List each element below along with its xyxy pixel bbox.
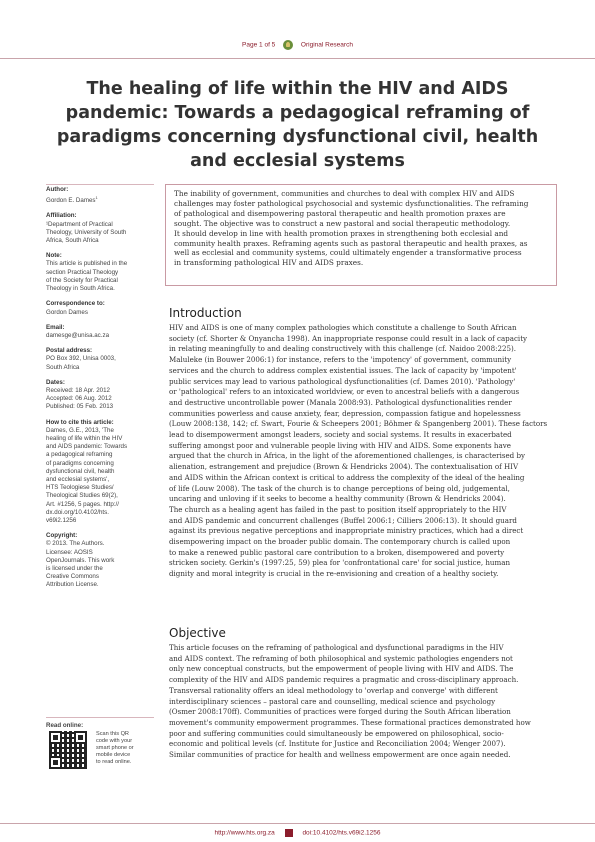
text-line: Theological Studies 69(2), — [46, 492, 118, 500]
text-line: healing of life within the HIV — [46, 434, 123, 442]
section-label: Original Research — [300, 41, 353, 49]
correspondence-label: Correspondence to: — [46, 300, 105, 308]
text-line: a pedagogical reframing — [46, 451, 113, 459]
text-line: dx.doi.org/10.4102/hts. — [46, 508, 109, 516]
text-line: Theology in South Africa. — [46, 285, 115, 293]
text-line: economic and political levels (cf. Institute for Justice and Reconciliation 2004; Wenger 2007). — [169, 739, 506, 749]
text-line: or 'pathological' refers to an intoxicated worldview, or even to ancestral beliefs with a dangerous — [169, 387, 520, 397]
text-line: code with your — [96, 738, 133, 744]
text-line: disempowering impact on the broader public domain. The contemporary church is called upon — [169, 537, 511, 547]
email-block — [46, 324, 146, 340]
text-line: Received: 18 Apr. 2012 — [46, 386, 110, 394]
text-line: dignity and moral integrity is crucial in the re-envisioning and creation of a healthy society. — [169, 569, 499, 579]
note-label: Note: — [46, 252, 62, 260]
article-info-sidebar — [46, 186, 146, 736]
dates-block — [46, 379, 146, 412]
text-line: of pathological and disempowering pastoral therapeutic and health promotion praxes are — [174, 208, 506, 218]
text-line: only new conceptual constructs, but the empowerment of people living with HIV and AIDS. The — [169, 664, 514, 674]
citation-label: How to cite this article: — [46, 418, 114, 426]
qr-code-icon[interactable] — [49, 731, 87, 769]
read-online-label: Read online: — [46, 722, 84, 729]
dates-label: Dates: — [46, 378, 65, 386]
doi-link[interactable]: doi:10.4102/hts.v69i2.1256 — [302, 829, 381, 837]
running-header — [0, 40, 595, 50]
text-line: (Osmer 2008:170ff). Communities of practices were forged during the South African liberation — [169, 707, 511, 717]
affiliation-lines — [46, 221, 146, 246]
sidebar-divider — [46, 184, 154, 185]
text-line: in relating meaningfully to and dealing constructively with this challenge (cf. Naidoo 2008:225). — [169, 344, 517, 354]
text-line: and AIDS pandemic: Towards — [46, 443, 128, 451]
text-line: lead to disempowerment amongst leaders, society and social systems. It results in exacerbated — [169, 430, 512, 440]
text-line: HIV and AIDS is one of many complex pathologies which constitute a challenge to South African — [169, 323, 517, 332]
dates-lines — [46, 387, 146, 412]
text-line: society (cf. Shorter & Onyancha 1998). An inappropriate response could result in a lack of capacity — [169, 333, 528, 343]
text-line: to make a renewed public pastoral care contribution to a broken, disempowered and poverty — [169, 547, 505, 557]
text-line: against its previous negative perceptions and inappropriate ministry practices, which had a direct — [169, 526, 524, 536]
copyright-label: Copyright: — [46, 532, 78, 540]
author-block — [46, 186, 146, 205]
text-line: of life (Louw 2008). The task of the church is to change perceptions of being old, judgemental, — [169, 483, 510, 493]
text-line: Maluleke (in Bouwer 2006:1) for instance, refers to the 'impotency' of government, community — [169, 355, 512, 365]
read-online-divider — [46, 717, 154, 718]
text-line: services and the church to address complex existential issues. The lack of capacity by 'impotent' — [169, 365, 517, 375]
text-line: Art. #1256, 5 pages. http:// — [46, 500, 119, 508]
text-line: OpenJournals. This work — [46, 556, 115, 564]
text-line: sought. The objective was to construct a new pastoral and social therapeutic methodology. — [174, 218, 511, 228]
text-line: HTS Teologiese Studies/ — [46, 484, 114, 492]
text-line: poor and suffering communities could simultaneously be empowered on philosophical, socio- — [169, 728, 504, 738]
journal-url-link[interactable]: http://www.hts.org.za — [214, 829, 275, 837]
email-label: Email: — [46, 323, 65, 331]
text-line: Accepted: 06 Aug. 2012 — [46, 395, 112, 403]
postal-label: Postal address: — [46, 347, 93, 355]
text-line: communities powerless and cause anxiety, fear, depression, compassion fatigue and hopelessness — [169, 408, 521, 418]
text-line: South Africa — [46, 363, 80, 371]
correspondence-block — [46, 300, 146, 316]
objective-heading: Objective — [169, 626, 226, 640]
text-line: This article is published in the — [46, 260, 128, 268]
postal-block — [46, 347, 146, 372]
text-line: interdisciplinary sciences – pastoral care and counselling, medical science and psychology — [169, 696, 496, 706]
text-line: Similar communities of practice for health and wellness empowerment are once again needed. — [169, 750, 511, 760]
text-line: ¹Department of Practical — [46, 220, 113, 228]
affiliation-label: Affiliation: — [46, 212, 77, 220]
text-line: movement's community empowerment programmes. These formational practices demonstrated how — [169, 717, 531, 727]
text-line: It should develop in line with health promotion praxes in strengthening both ecclesial and — [174, 228, 509, 238]
text-line: suffering amongst poor and vulnerable people living with HIV and AIDS. Some exponents have — [169, 440, 511, 450]
author-name: Gordon E. Dames — [46, 197, 96, 205]
text-line: dysfunctional civil, health — [46, 467, 115, 475]
author-superscript: 1 — [95, 195, 98, 201]
footer — [0, 829, 595, 837]
text-line: community health praxes. Reframing agents such as pastoral therapeutic and health praxes, as — [174, 238, 528, 248]
text-line: challenges may foster pathological psychosocial and systemic dysfunctionalities. The reframing — [174, 198, 529, 208]
text-line: public services may lead to various pathological dysfunctionalities (cf. Dames 2010). 'Pathology' — [169, 376, 516, 386]
footer-divider — [0, 823, 595, 824]
text-line: and destructive uncontrollable power (Manala 2008:93). Pathological dysfunctionalities render — [169, 397, 512, 407]
text-line: well as ecclesial and community systems, could ultimately engender a transformative process — [174, 248, 522, 258]
text-line: Dames, G.E., 2013, 'The — [46, 426, 114, 434]
abstract-lines — [174, 189, 548, 268]
journal-logo-icon — [283, 40, 293, 50]
text-line: PO Box 392, Unisa 0003, — [46, 355, 116, 363]
qr-instructions — [96, 731, 146, 766]
text-line: The church as a healing agent has failed in the past to position itself appropriately to the HIV — [169, 504, 507, 514]
text-line: stricken society. Gerkin's (1997:25, 59) plea for 'confrontational care' for social justice, human — [169, 558, 511, 568]
introduction-body — [169, 323, 556, 580]
text-line: This article focuses on the reframing of pathological and dysfunctional paradigms in the HIV — [169, 643, 504, 652]
text-line: v69i2.1256 — [46, 516, 77, 524]
note-block — [46, 252, 146, 293]
text-line: Transversal rationality offers an ideal methodology to 'overlap and converge' with different — [169, 685, 498, 695]
text-line: Theology, University of South — [46, 228, 127, 236]
text-line: Attribution License. — [46, 581, 99, 589]
text-line: of paradigms concerning — [46, 459, 114, 467]
text-line: in transforming pathological HIV and AIDS praxes. — [174, 258, 364, 268]
correspondence-name: Gordon Dames — [46, 308, 88, 316]
text-line: and ecclesial systems', — [46, 475, 110, 483]
text-line: (Louw 2008:138, 142; cf. Swart, Fourie & Scheepers 2001; Böhmer & Spangenberg 2001). These factors — [169, 419, 548, 429]
text-line: of the Society for Practical — [46, 276, 118, 284]
affiliation-block — [46, 212, 146, 245]
author-label: Author: — [46, 186, 69, 193]
text-line: to read online. — [96, 759, 132, 765]
citation-lines — [46, 427, 146, 525]
text-line: The inability of government, communities and churches to deal with complex HIV and AIDS — [174, 189, 515, 198]
text-line: Licensee: AOSIS — [46, 548, 93, 556]
header-divider — [0, 58, 595, 59]
text-line: Creative Commons — [46, 573, 99, 581]
text-line: © 2013. The Authors. — [46, 540, 105, 548]
copyright-block — [46, 532, 146, 589]
page-number: Page 1 of 5 — [242, 41, 276, 49]
text-line: uncaring and unloving if it seeks to become a healthy community (Brown & Hendricks 2004). — [169, 494, 506, 504]
text-line: complexity of the HIV and AIDS pandemic requires a pragmatic and cross-disciplinary approach. — [169, 675, 519, 685]
text-line: Published: 05 Feb. 2013 — [46, 403, 114, 411]
text-line: and AIDS pandemic and concurrent challenges (Buffel 2006:1; Cilliers 2006:13). It should guard — [169, 515, 517, 525]
text-line: smart phone or — [96, 745, 134, 751]
footer-separator-icon — [285, 829, 293, 837]
postal-lines — [46, 355, 146, 371]
copyright-lines — [46, 540, 146, 589]
article-title: The healing of life within the HIV and AIDS pandemic: Towards a pedagogical reframing of paradigms concerning dysfunctional civil, health and ecclesial systems — [56, 79, 539, 171]
introduction-heading: Introduction — [169, 306, 242, 320]
text-line: Scan this QR — [96, 731, 129, 737]
abstract-box — [165, 184, 557, 286]
text-line: section Practical Theology — [46, 268, 119, 276]
text-line: argued that the church in Africa, in the light of the aforementioned challenges, is characterised by — [169, 451, 526, 461]
text-line: and AIDS within the African context is critical to address the complexity of the ideal of the healing — [169, 472, 525, 482]
citation-block — [46, 419, 146, 526]
text-line: and AIDS context. The reframing of both philosophical and systemic pathologies engenders not — [169, 653, 513, 663]
read-online-block — [46, 722, 156, 765]
objective-body — [169, 643, 556, 761]
text-line: Africa, South Africa — [46, 237, 99, 245]
note-lines — [46, 260, 146, 293]
text-line: mobile device — [96, 752, 131, 758]
text-line: is licensed under the — [46, 564, 103, 572]
email-address[interactable]: damesge@unisa.ac.za — [46, 331, 110, 339]
text-line: alienation, estrangement and prejudice (Brown & Hendricks 2004). The contextualisation of HIV — [169, 462, 519, 472]
